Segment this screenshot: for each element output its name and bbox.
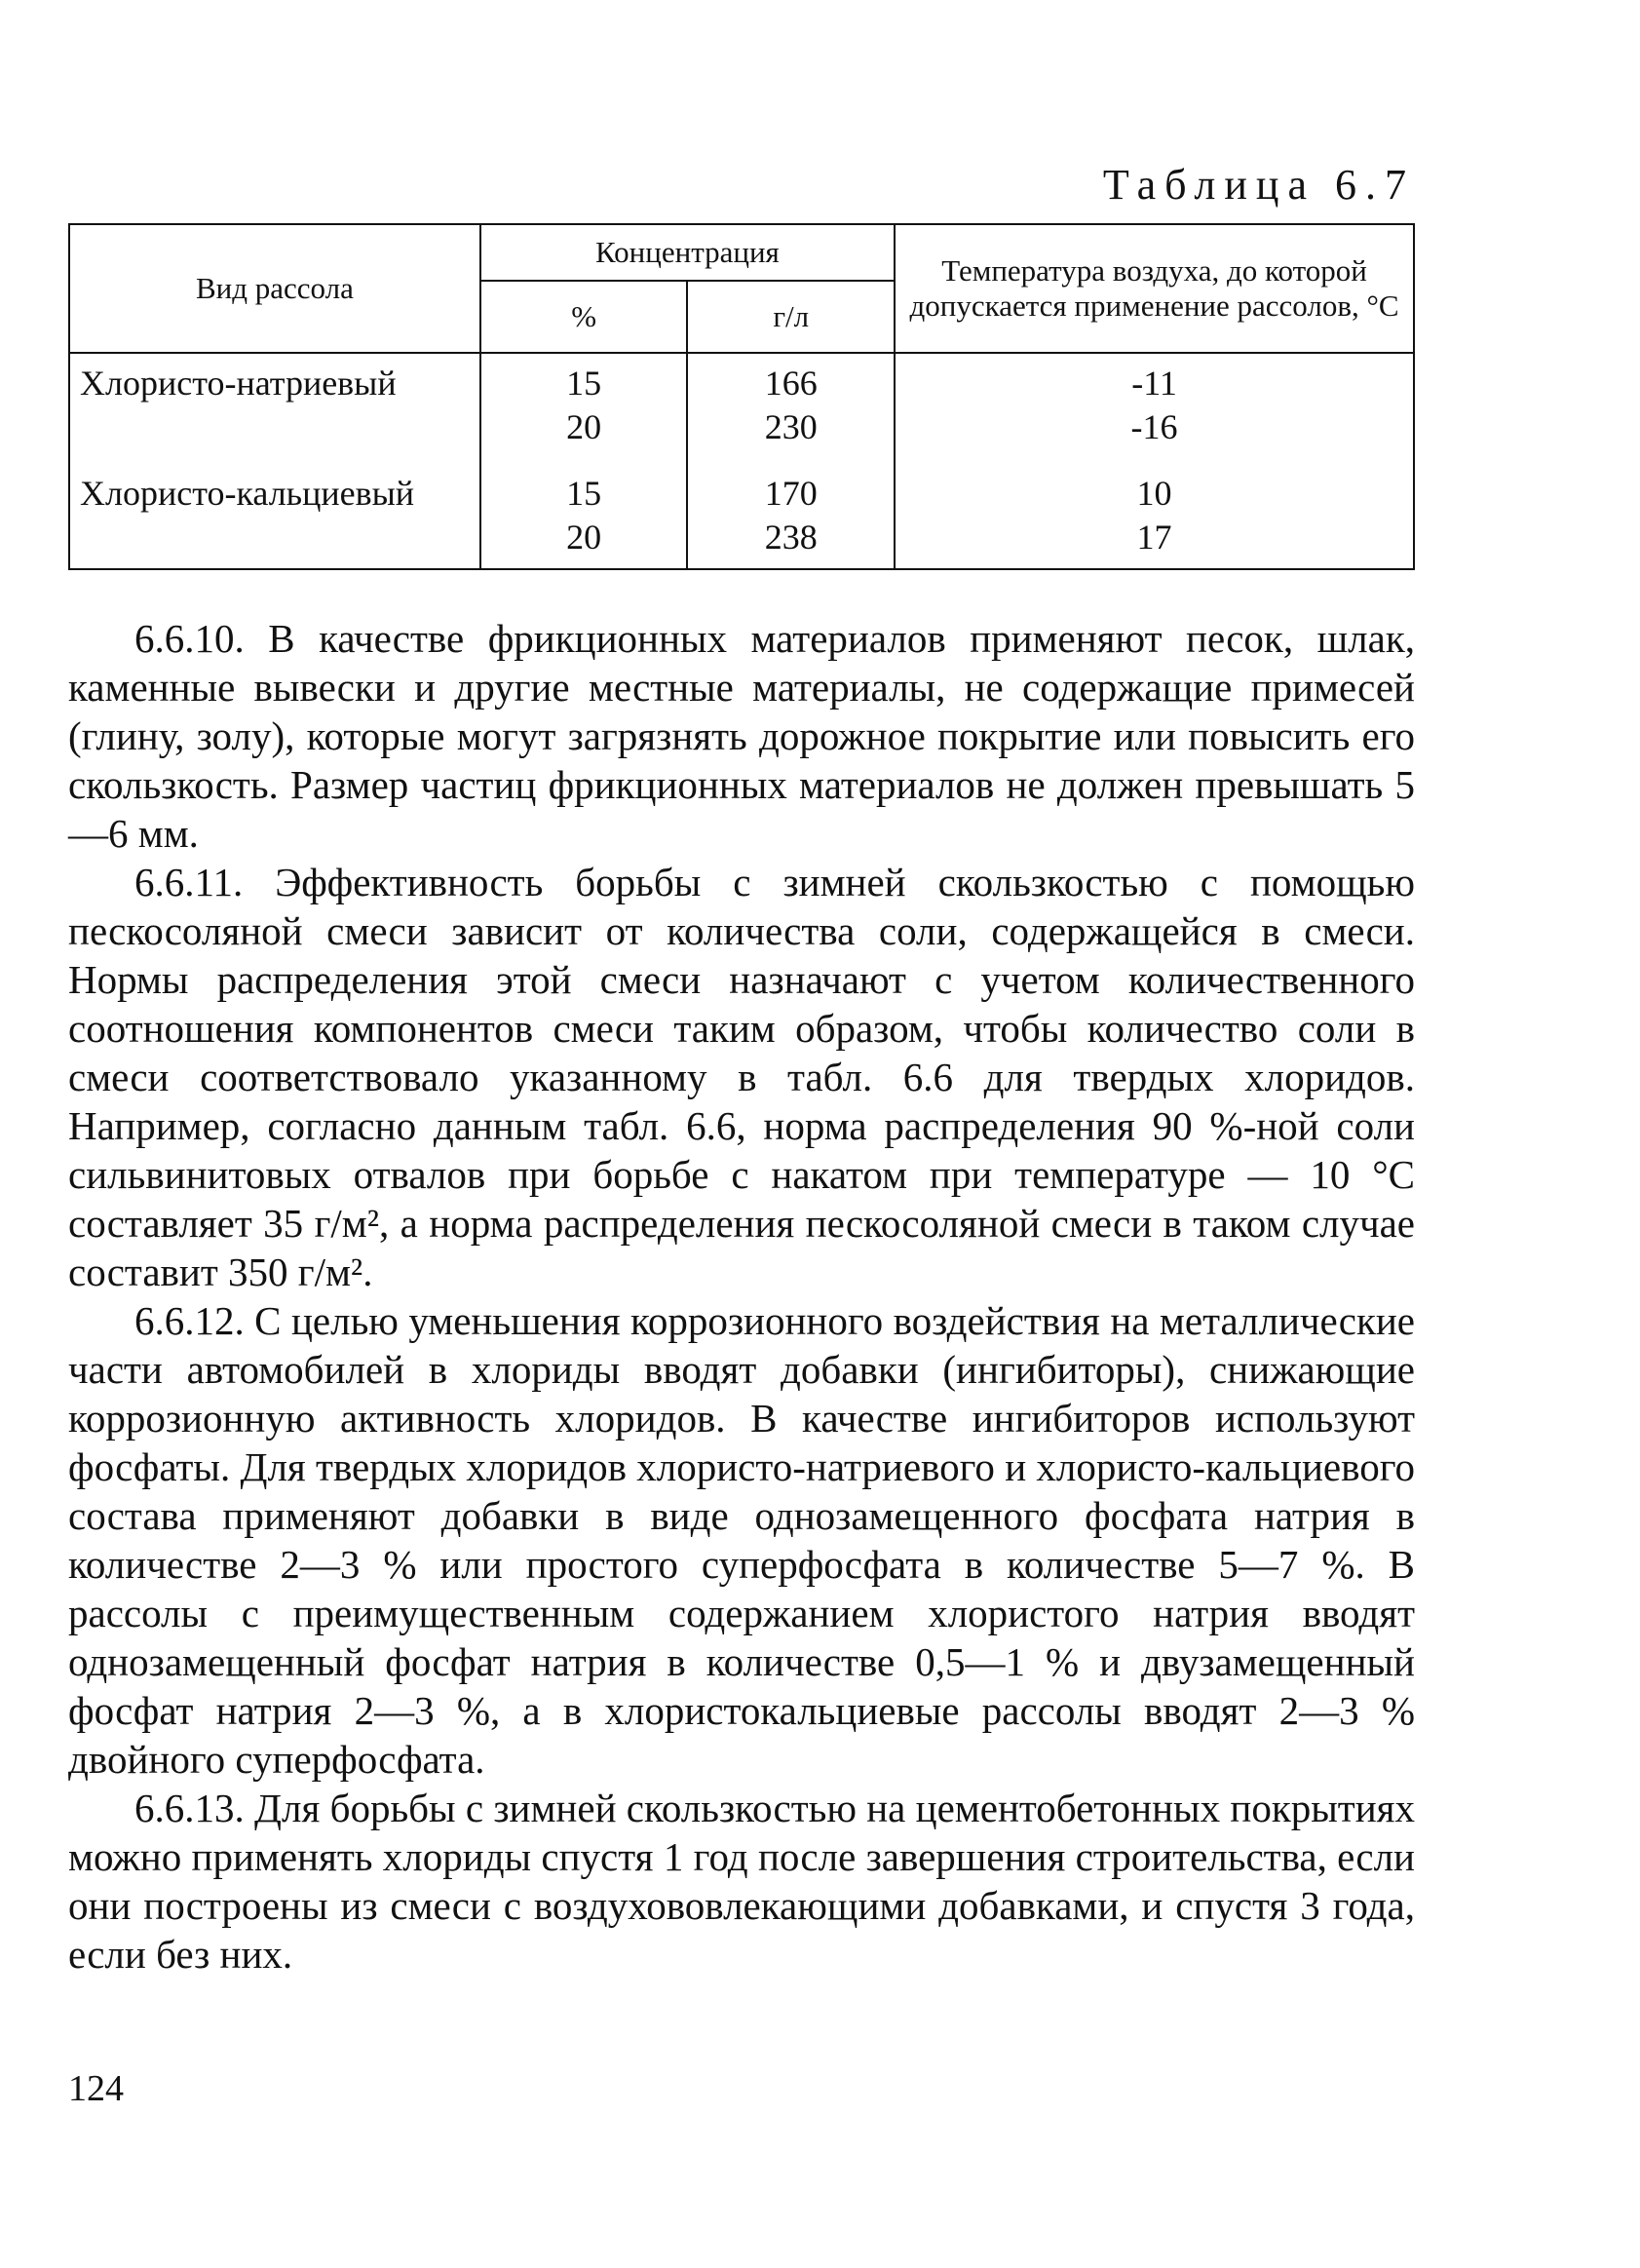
table-row: [69, 353, 1414, 405]
table-row: [69, 516, 1414, 569]
cell-percent: 15: [480, 353, 688, 405]
paragraph-6-6-11: 6.6.11. Эффективность борьбы с зимней скользкостью с помощью пескосоляной смеси зависит от количества соли, содержащейся в смеси. Нормы распределения этой смеси назначают с учетом количественного соотношения компонентов смеси таким образом, чтобы количество соли в смеси соответствовало указанному в табл. 6.6 для твердых хлоридов. Например, согласно данным табл. 6.6, норма распределения 90 %-ной соли сильвинитовых отвалов при борьбе с накатом при температуре — 10 °С составляет 35 г/м², а норма распределения пескосоляной смеси в таком случае составит 350 г/м².: [68, 860, 1415, 1294]
header-temperature: Температура воздуха, до которой допускается применение рассолов, °С: [895, 224, 1414, 353]
cell-brine-name: [69, 516, 480, 569]
header-grams-per-liter: г/л: [687, 281, 895, 353]
cell-percent: 20: [480, 516, 688, 569]
cell-brine-name: [69, 405, 480, 449]
header-brine-type: Вид рассола: [69, 224, 480, 353]
cell-temperature: 17: [895, 516, 1414, 569]
cell-temperature: 10: [895, 449, 1414, 516]
cell-temperature: -11: [895, 353, 1414, 405]
cell-brine-name: Хлористо-натриевый: [69, 353, 480, 405]
table-row: [69, 449, 1414, 516]
table-caption: Таблица 6.7: [1102, 161, 1415, 209]
cell-gpl: 238: [687, 516, 895, 569]
table-row: [69, 405, 1414, 449]
page-number: 124: [68, 2068, 124, 2109]
cell-gpl: 170: [687, 449, 895, 516]
header-percent: %: [480, 281, 688, 353]
cell-percent: 15: [480, 449, 688, 516]
cell-percent: 20: [480, 405, 688, 449]
paragraph-6-6-12: 6.6.12. С целью уменьшения коррозионного воздействия на металлические части автомобилей в хлориды вводят добавки (ингибиторы), снижающие коррозионную активность хлоридов. В качестве ингибиторов используют фосфаты. Для твердых хлоридов хлористо-натриевого и хлористо-кальциевого состава применяют добавки в виде однозамещенного фосфата натрия в количестве 2—3 % или простого суперфосфата в количестве 5—7 %. В рассолы с преимущественным содержанием хлористого натрия вводят однозамещенный фосфат натрия в количестве 0,5—1 % и двузамещенный фосфат натрия 2—3 %, а в хлористокальциевые рассолы вводят 2—3 % двойного суперфосфата.: [68, 1298, 1415, 1782]
body-text: [68, 614, 1415, 1979]
cell-gpl: 230: [687, 405, 895, 449]
brine-table: [68, 223, 1415, 570]
paragraph-6-6-13: 6.6.13. Для борьбы с зимней скользкостью на цементобетонных покрытиях можно применять хлориды спустя 1 год после завершения строительства, если они построены из смеси с воздухововлекающими добавками, и спустя 3 года, если без них.: [68, 1786, 1415, 1977]
header-concentration: Концентрация: [480, 224, 895, 281]
cell-brine-name: Хлористо-кальциевый: [69, 449, 480, 516]
cell-gpl: 166: [687, 353, 895, 405]
paragraph-6-6-10: 6.6.10. В качестве фрикционных материалов применяют песок, шлак, каменные вывески и другие местные материалы, не содержащие примесей (глину, золу), которые могут загрязнять дорожное покрытие или повысить его скользкость. Размер частиц фрикционных материалов не должен превышать 5—6 мм.: [68, 616, 1415, 856]
cell-temperature: -16: [895, 405, 1414, 449]
